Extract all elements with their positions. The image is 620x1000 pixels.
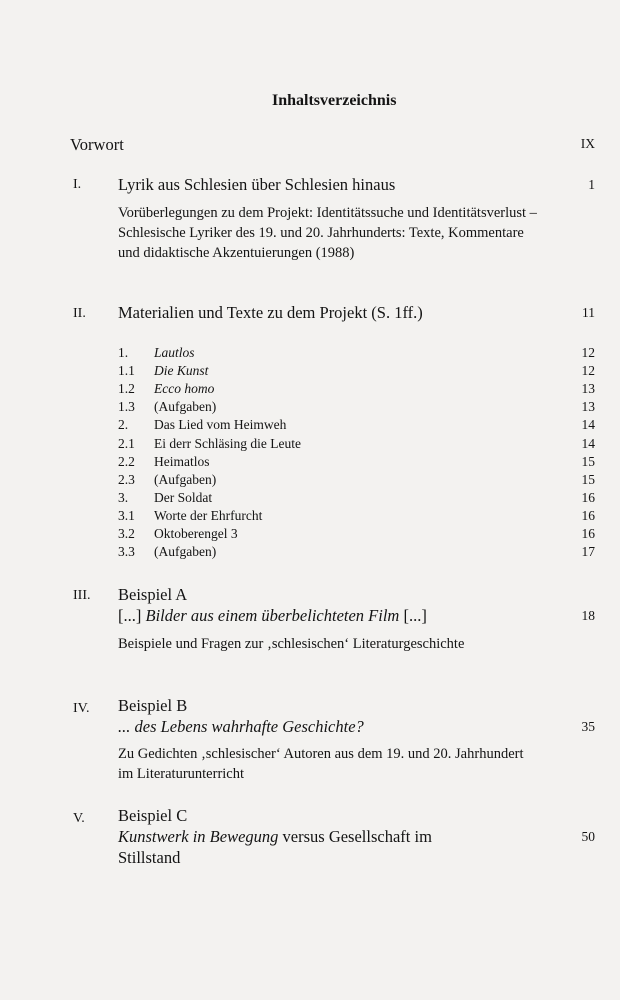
vorwort-page: IX: [580, 136, 595, 151]
chapter-1-description: Vorüberlegungen zu dem Projekt: Identitätssuche und Identitätsverlust – Schlesische Lyriker des 19. und 20. Jahrhunderts: Texte, Kommentare und didaktische Akzentuierungen (1988): [118, 205, 537, 261]
subitem-number: 1.2: [118, 381, 135, 396]
chapter-3-description: Beispiele und Fragen zur ‚schlesischen‘ Literaturgeschichte: [118, 636, 465, 652]
subitem-page: 16: [581, 526, 595, 541]
chapter-5-title: Beispiel C: [118, 806, 188, 825]
subitem-page: 16: [581, 490, 595, 505]
subitem-page: 12: [581, 345, 595, 360]
subitem-label: Ei derr Schläsing die Leute: [154, 436, 301, 451]
subitem-number: 3.2: [118, 526, 135, 541]
chapter-5-number: V.: [73, 811, 85, 826]
subitem-number: 2.2: [118, 454, 135, 469]
subitem-page: 16: [581, 508, 595, 523]
chapter-5-subtitle: Kunstwerk in Bewegung versus Gesellschaft im: [118, 827, 432, 846]
vorwort-label: Vorwort: [70, 135, 124, 154]
subitem-page: 14: [581, 417, 595, 432]
chapter-2-title: Materialien und Texte zu dem Projekt (S. 1ff.): [118, 303, 423, 322]
subitem-label: Lautlos: [154, 345, 195, 360]
subitem-page: 14: [581, 436, 595, 451]
chapter-2-page: 11: [582, 305, 595, 320]
subitem-label: Ecco homo: [154, 381, 215, 396]
subitem-number: 1.3: [118, 399, 135, 414]
subitem-label: Worte der Ehrfurcht: [154, 508, 263, 523]
chapter-1-page: 1: [588, 177, 595, 192]
chapter-3-number: III.: [73, 588, 91, 603]
chapter-5-subtitle-line2: Stillstand: [118, 848, 181, 867]
chapter-4-description: Zu Gedichten ‚schlesischer‘ Autoren aus dem 19. und 20. Jahrhundert im Literaturunterricht: [118, 746, 524, 782]
page-title: Inhaltsverzeichnis: [272, 92, 397, 109]
subitem-page: 13: [581, 381, 595, 396]
subitem-label: Das Lied vom Heimweh: [154, 417, 287, 432]
subitem-page: 12: [581, 363, 595, 378]
subitem-label: Heimatlos: [154, 454, 210, 469]
subitem-number: 2.: [118, 417, 129, 432]
chapter-4-number: IV.: [73, 701, 90, 716]
subitem-label: (Aufgaben): [154, 472, 217, 487]
subitem-page: 17: [581, 544, 595, 559]
subitem-number: 1.: [118, 345, 129, 360]
chapter-3-title: Beispiel A: [118, 585, 188, 604]
chapter-3-subtitle: [...] Bilder aus einem überbelichteten Film [...]: [118, 606, 427, 625]
subitem-number: 2.1: [118, 436, 135, 451]
chapter-4-page: 35: [581, 719, 595, 734]
subitem-number: 1.1: [118, 363, 135, 378]
subitem-number: 3.3: [118, 544, 135, 559]
subitem-label: Der Soldat: [154, 490, 213, 505]
subitem-page: 15: [581, 472, 595, 487]
chapter-4-subtitle: ... des Lebens wahrhafte Geschichte?: [118, 717, 364, 736]
chapter-4-title: Beispiel B: [118, 696, 188, 715]
subitem-number: 3.1: [118, 508, 135, 523]
subitem-label: Oktoberengel 3: [154, 526, 238, 541]
chapter-1-title: Lyrik aus Schlesien über Schlesien hinaus: [118, 175, 396, 194]
subitem-page: 15: [581, 454, 595, 469]
chapter-1-number: I.: [73, 177, 82, 192]
chapter-5-page: 50: [581, 829, 595, 844]
chapter-3-page: 18: [581, 608, 595, 623]
subitem-number: 3.: [118, 490, 129, 505]
chapter-2-number: II.: [73, 306, 86, 321]
subitem-page: 13: [581, 399, 595, 414]
subitem-number: 2.3: [118, 472, 135, 487]
subitem-label: (Aufgaben): [154, 544, 217, 559]
subitem-label: (Aufgaben): [154, 399, 217, 414]
subitem-label: Die Kunst: [154, 363, 209, 378]
